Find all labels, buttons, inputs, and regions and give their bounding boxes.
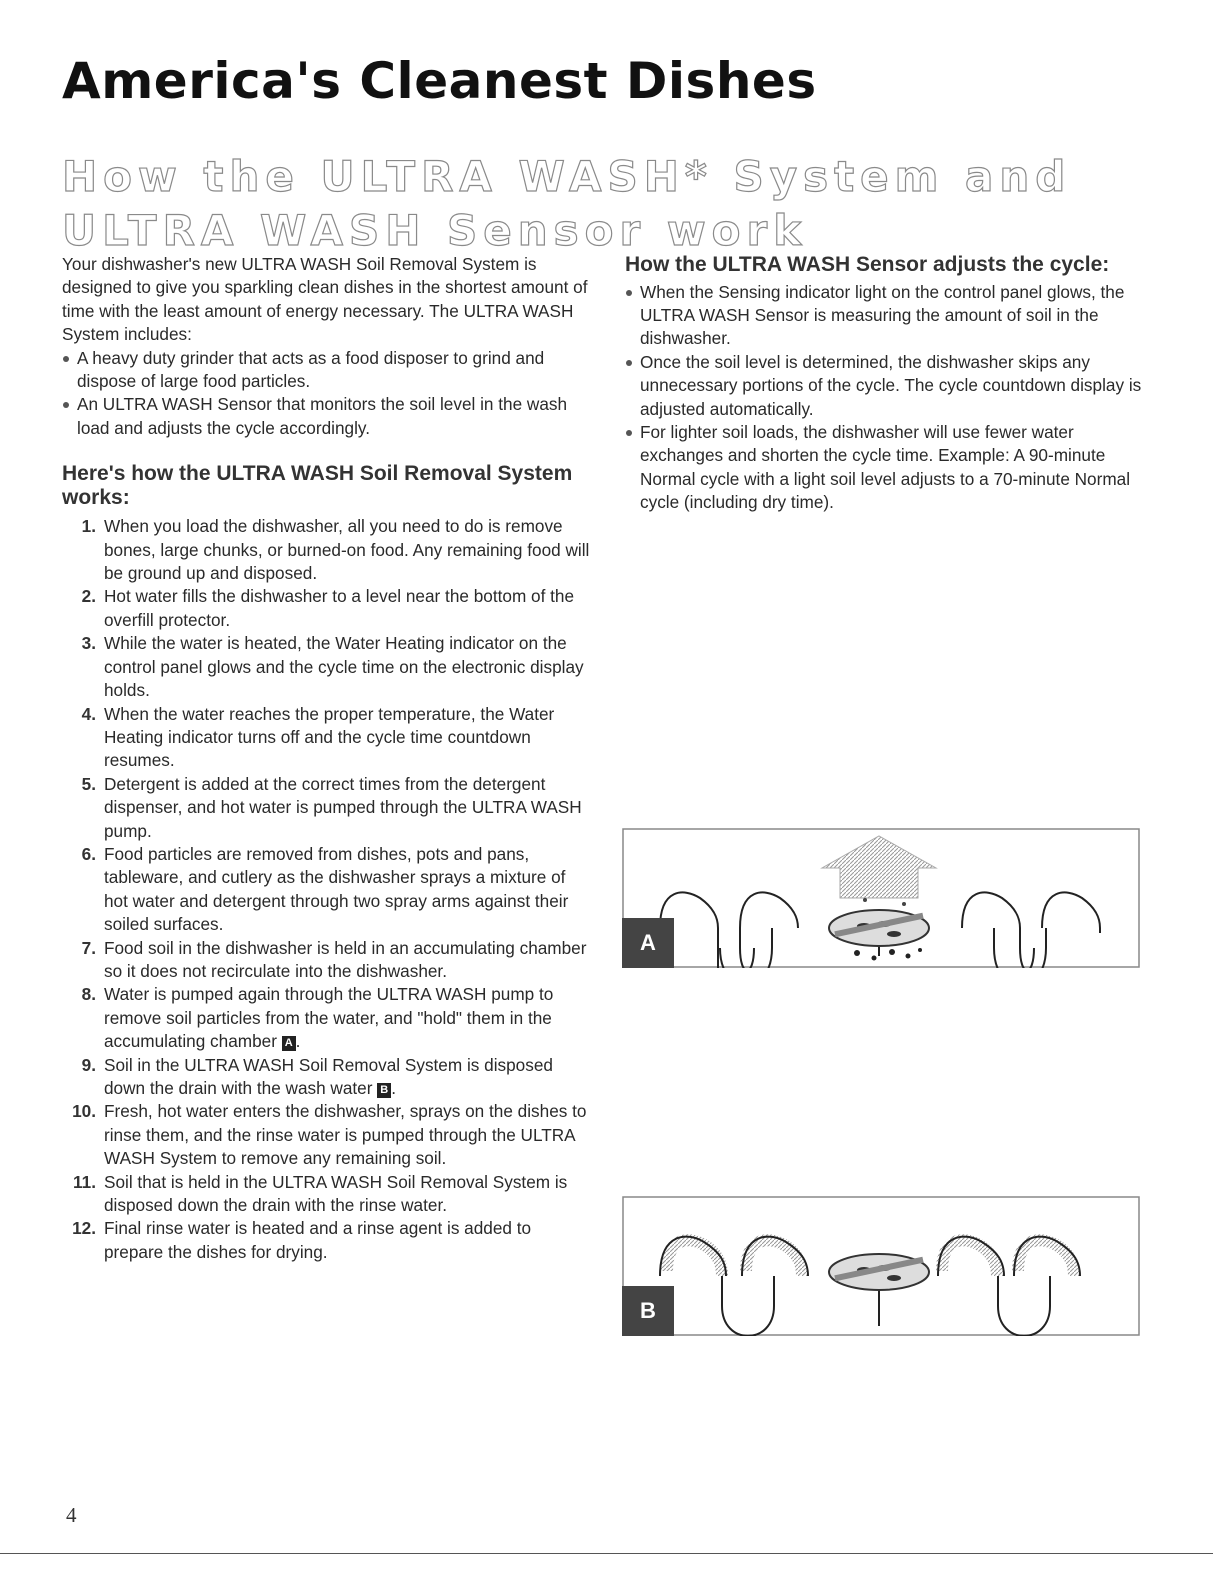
step-number: 5. (81, 773, 96, 794)
step-item (62, 843, 590, 937)
step-number: 4. (81, 703, 96, 724)
step-number: 2. (81, 586, 96, 607)
step-text: Food particles are removed from dishes, pots and pans, tableware, and cutlery as the dishwasher sprays a mixture of hot water and detergent through two spray arms against their soiled surfaces. (104, 843, 569, 935)
sensor-list (625, 281, 1145, 515)
step-text: Fresh, hot water enters the dishwasher, sprays on the dishes to rinse them, and the rinse water is pumped through the ULTRA WASH System to remove any remaining soil. (104, 1101, 587, 1169)
step-item: 9. Soil in the ULTRA WASH Soil Removal System is disposed down the drain with the wash water B . (62, 1054, 590, 1101)
page-number: 4 (66, 1503, 77, 1527)
step-text: Water is pumped again through the ULTRA WASH pump to remove soil particles from the water, and "hold" them in the accumulating chamber (104, 984, 554, 1052)
list-item: When the Sensing indicator light on the control panel glows, the ULTRA WASH Sensor is measuring the amount of soil in the dishwasher. (625, 281, 1145, 351)
step-item: 8. Water is pumped again through the ULTRA WASH pump to remove soil particles from the water, and "hold" them in the accumulating chamber A . (62, 983, 590, 1053)
step-item (62, 632, 590, 702)
left-column (62, 253, 590, 1264)
step-item (62, 585, 590, 632)
step-number: 6. (81, 843, 96, 864)
step-item (62, 1171, 590, 1218)
step-text: Food soil in the dishwasher is held in an accumulating chamber so it does not recirculate into the dishwasher. (104, 937, 587, 981)
soil-accumulation-diagram-icon (622, 828, 1142, 968)
figure-a (622, 828, 1142, 968)
soil-drain-diagram-icon (622, 1196, 1142, 1336)
list-item: For lighter soil loads, the dishwasher will use fewer water exchanges and shorten the cycle time. Example: A 90-minute Normal cycle with a light soil level adjusts to a 70-minute Normal cycle (including dry time). (625, 421, 1145, 515)
figure-a-label: A (622, 918, 674, 968)
step-number: 10. (72, 1101, 96, 1122)
step-item (62, 703, 590, 773)
steps-list (62, 515, 590, 1264)
step-text: While the water is heated, the Water Heating indicator on the control panel glows and the cycle time on the electronic display holds. (104, 633, 584, 701)
bottom-rule (0, 1553, 1213, 1554)
page-title: America's Cleanest Dishes (62, 52, 817, 110)
step-number: 3. (81, 633, 96, 654)
system-works-heading: Here's how the ULTRA WASH Soil Removal System works: (62, 462, 573, 509)
figure-b-label: B (622, 1286, 674, 1336)
step-item (62, 1100, 590, 1170)
sensor-heading: How the ULTRA WASH Sensor adjusts the cycle: (625, 253, 1110, 276)
step-text: When you load the dishwasher, all you need to do is remove bones, large chunks, or burned-on food. Any remaining food will be ground up and disposed. (104, 516, 590, 584)
step-number: 12. (72, 1218, 96, 1239)
step-text: Detergent is added at the correct times from the detergent dispenser, and hot water is pumped through the ULTRA WASH pump. (104, 773, 582, 841)
figure-ref-badge: A (282, 1036, 296, 1051)
list-item: An ULTRA WASH Sensor that monitors the soil level in the wash load and adjusts the cycle accordingly. (62, 393, 590, 440)
section-title: How the ULTRA WASH* System and ULTRA WASH Sensor work (62, 152, 1072, 255)
figure-ref-badge: B (377, 1083, 391, 1098)
step-number: 1. (81, 516, 96, 537)
step-item (62, 515, 590, 585)
step-number: 11. (73, 1171, 96, 1192)
list-item: A heavy duty grinder that acts as a food disposer to grind and dispose of large food particles. (62, 347, 590, 394)
step-item (62, 937, 590, 984)
step-number: 8. (81, 984, 96, 1005)
step-text: Soil in the ULTRA WASH Soil Removal System is disposed down the drain with the wash water (104, 1054, 553, 1098)
step-item (62, 773, 590, 843)
right-column (625, 253, 1145, 515)
list-item: Once the soil level is determined, the dishwasher skips any unnecessary portions of the cycle. The cycle countdown display is adjusted automatically. (625, 351, 1145, 421)
step-text: Final rinse water is heated and a rinse agent is added to prepare the dishes for drying. (104, 1218, 532, 1262)
figure-b (622, 1196, 1142, 1336)
step-text: When the water reaches the proper temperature, the Water Heating indicator turns off and the cycle time countdown resumes. (104, 703, 555, 771)
step-item (62, 1217, 590, 1264)
intro-paragraph: Your dishwasher's new ULTRA WASH Soil Removal System is designed to give you sparkling clean dishes in the shortest amount of time with the least amount of energy necessary. The ULTRA WASH System includes: (62, 254, 588, 345)
system-includes-list (62, 347, 590, 441)
step-text: Hot water fills the dishwasher to a level near the bottom of the overfill protector. (104, 586, 575, 630)
step-text: Soil that is held in the ULTRA WASH Soil Removal System is disposed down the drain with the rinse water. (104, 1171, 568, 1216)
step-number: 9. (81, 1054, 96, 1075)
step-number: 7. (81, 937, 96, 958)
